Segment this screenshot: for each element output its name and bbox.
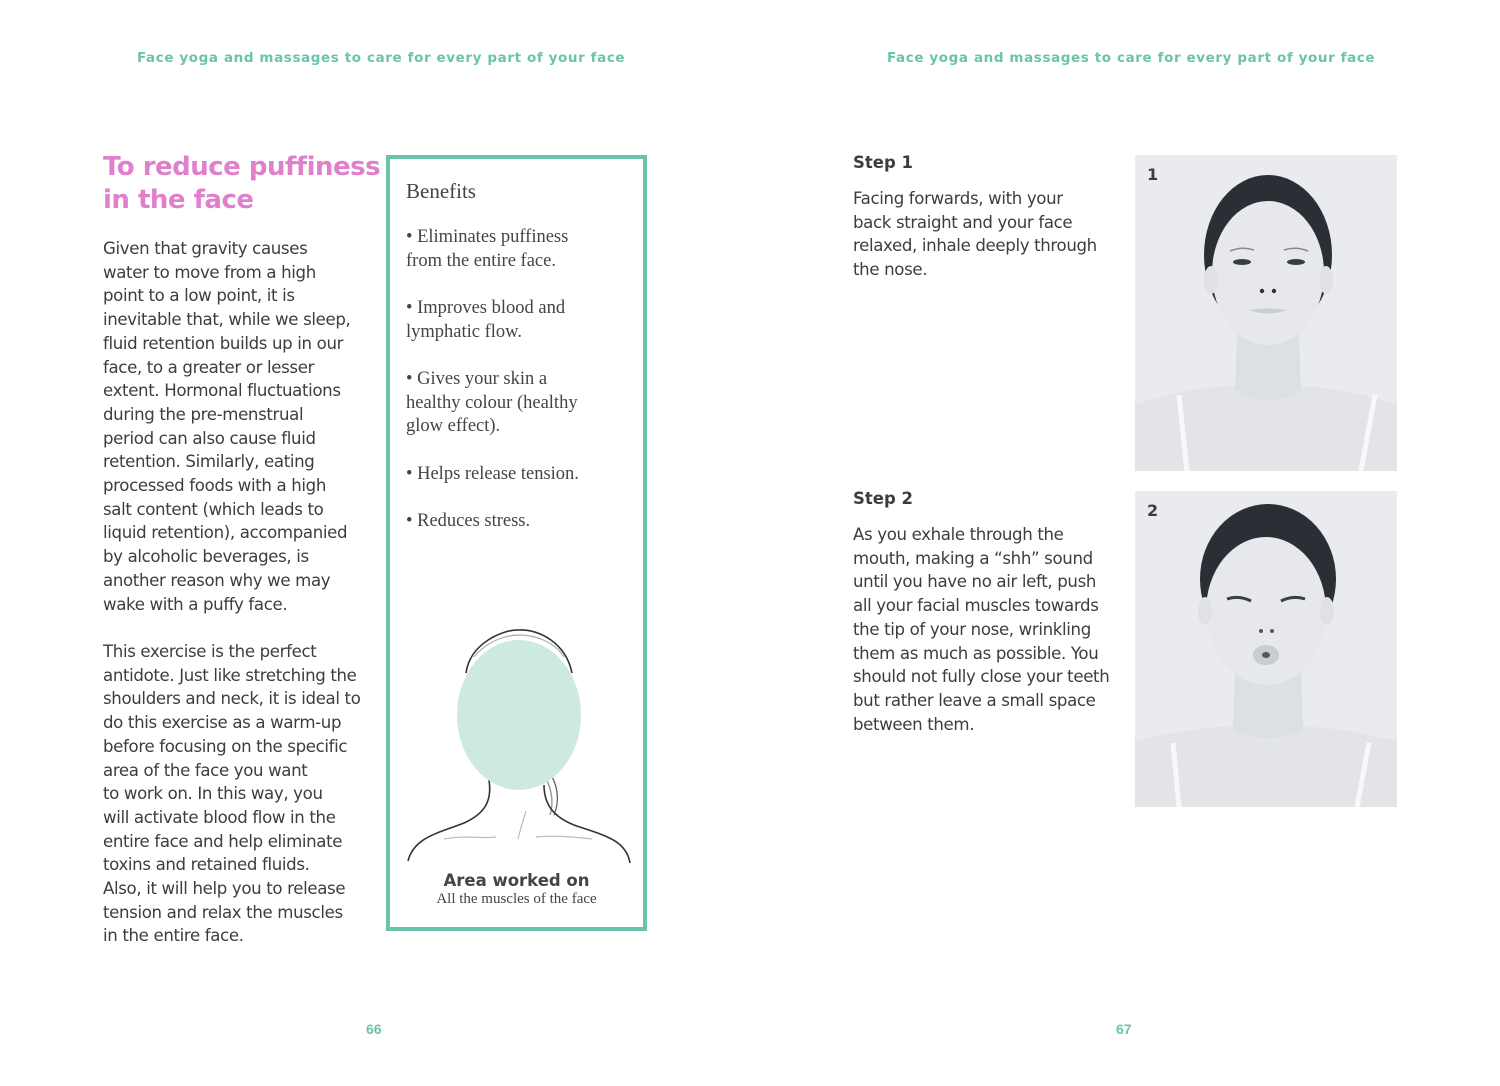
step-1-photo bbox=[1135, 155, 1397, 471]
text-line: antidote. Just like stretching the bbox=[103, 665, 357, 685]
text-line: during the pre-menstrual bbox=[103, 404, 304, 424]
text-line: tension and relax the muscles bbox=[103, 902, 343, 922]
text-line: processed foods with a high bbox=[103, 476, 327, 496]
section-title-line: in the face bbox=[103, 185, 254, 215]
text-line: extent. Hormonal fluctuations bbox=[103, 381, 341, 401]
text-line: Also, it will help you to release bbox=[103, 879, 346, 899]
step-1-text bbox=[853, 187, 1123, 282]
head-face-area-icon bbox=[404, 625, 634, 865]
benefit-line: • Eliminates puffiness bbox=[406, 227, 569, 247]
running-header: Face yoga and massages to care for every part of your face bbox=[887, 50, 1376, 66]
text-line: the nose. bbox=[853, 260, 928, 280]
benefit-item bbox=[406, 463, 636, 487]
benefits-title: Benefits bbox=[406, 179, 476, 203]
page-number: 67 bbox=[1116, 1021, 1132, 1037]
text-line: them as much as possible. You bbox=[853, 643, 1099, 663]
benefit-line: • Reduces stress. bbox=[406, 511, 531, 531]
section-title bbox=[103, 151, 383, 217]
step-1-heading: Step 1 bbox=[853, 153, 913, 172]
step-2-text bbox=[853, 523, 1123, 736]
text-line: mouth, making a “shh” sound bbox=[853, 548, 1093, 568]
text-line: point to a low point, it is bbox=[103, 286, 295, 306]
benefit-item bbox=[406, 510, 636, 534]
benefit-line: • Helps release tension. bbox=[406, 463, 579, 484]
right-page bbox=[750, 0, 1500, 1086]
text-line: do this exercise as a warm-up bbox=[103, 713, 342, 733]
page-number: 66 bbox=[366, 1021, 382, 1037]
benefit-item bbox=[406, 368, 636, 439]
text-line: until you have no air left, push bbox=[853, 572, 1097, 592]
text-line: face, to a greater or lesser bbox=[103, 357, 315, 377]
photo-number: 2 bbox=[1147, 501, 1159, 520]
intro-paragraph bbox=[103, 237, 371, 616]
text-line: but rather leave a small space bbox=[853, 690, 1096, 710]
benefit-line: healthy colour (healthy bbox=[406, 392, 578, 413]
text-line: Given that gravity causes bbox=[103, 239, 308, 258]
woman-face-scrunched-photo bbox=[1135, 491, 1397, 807]
text-line: should not fully close your teeth bbox=[853, 667, 1110, 687]
text-line: the tip of your nose, wrinkling bbox=[853, 619, 1091, 639]
benefit-line: glow effect). bbox=[406, 416, 501, 436]
text-line: period can also cause fluid bbox=[103, 428, 316, 448]
area-subtitle: All the muscles of the face bbox=[436, 891, 597, 907]
text-line: back straight and your face bbox=[853, 212, 1073, 232]
text-line: by alcoholic beverages, is bbox=[103, 547, 309, 567]
step-2-photo bbox=[1135, 491, 1397, 807]
running-header: Face yoga and massages to care for every part of your face bbox=[137, 50, 626, 66]
text-line: to work on. In this way, you bbox=[103, 784, 323, 804]
benefit-line: from the entire face. bbox=[406, 250, 556, 271]
text-line: liquid retention), accompanied bbox=[103, 523, 348, 543]
text-line: water to move from a high bbox=[103, 262, 316, 282]
woman-face-relaxed-photo bbox=[1135, 155, 1397, 471]
text-line: before focusing on the specific bbox=[103, 736, 348, 756]
text-line: Facing forwards, with your bbox=[853, 189, 1063, 208]
area-caption bbox=[390, 871, 643, 908]
exercise-paragraph bbox=[103, 640, 371, 948]
text-line: inevitable that, while we sleep, bbox=[103, 310, 351, 330]
text-line: between them. bbox=[853, 714, 975, 734]
text-line: area of the face you want bbox=[103, 760, 308, 780]
step-2-heading: Step 2 bbox=[853, 489, 913, 508]
benefit-item bbox=[406, 226, 636, 273]
text-line: As you exhale through the bbox=[853, 525, 1064, 544]
text-line: will activate blood flow in the bbox=[103, 807, 336, 827]
benefit-line: lymphatic flow. bbox=[406, 321, 522, 342]
section-title-line: To reduce puffiness bbox=[103, 152, 381, 182]
area-title: Area worked on bbox=[443, 871, 590, 890]
text-line: salt content (which leads to bbox=[103, 499, 324, 519]
text-line: wake with a puffy face. bbox=[103, 594, 288, 614]
text-line: another reason why we may bbox=[103, 570, 331, 590]
benefit-item bbox=[406, 297, 636, 344]
photo-number: 1 bbox=[1147, 165, 1159, 184]
text-line: shoulders and neck, it is ideal to bbox=[103, 689, 361, 709]
text-line: toxins and retained fluids. bbox=[103, 855, 310, 875]
text-line: fluid retention builds up in our bbox=[103, 333, 344, 353]
benefits-box bbox=[386, 155, 647, 931]
text-line: entire face and help eliminate bbox=[103, 831, 343, 851]
benefits-list bbox=[406, 226, 636, 558]
text-line: all your facial muscles towards bbox=[853, 596, 1099, 616]
benefit-line: • Improves blood and bbox=[406, 298, 566, 318]
text-line: retention. Similarly, eating bbox=[103, 452, 315, 472]
text-line: This exercise is the perfect bbox=[103, 642, 317, 661]
text-line: in the entire face. bbox=[103, 926, 244, 946]
text-line: relaxed, inhale deeply through bbox=[853, 236, 1097, 256]
benefit-line: • Gives your skin a bbox=[406, 369, 548, 389]
